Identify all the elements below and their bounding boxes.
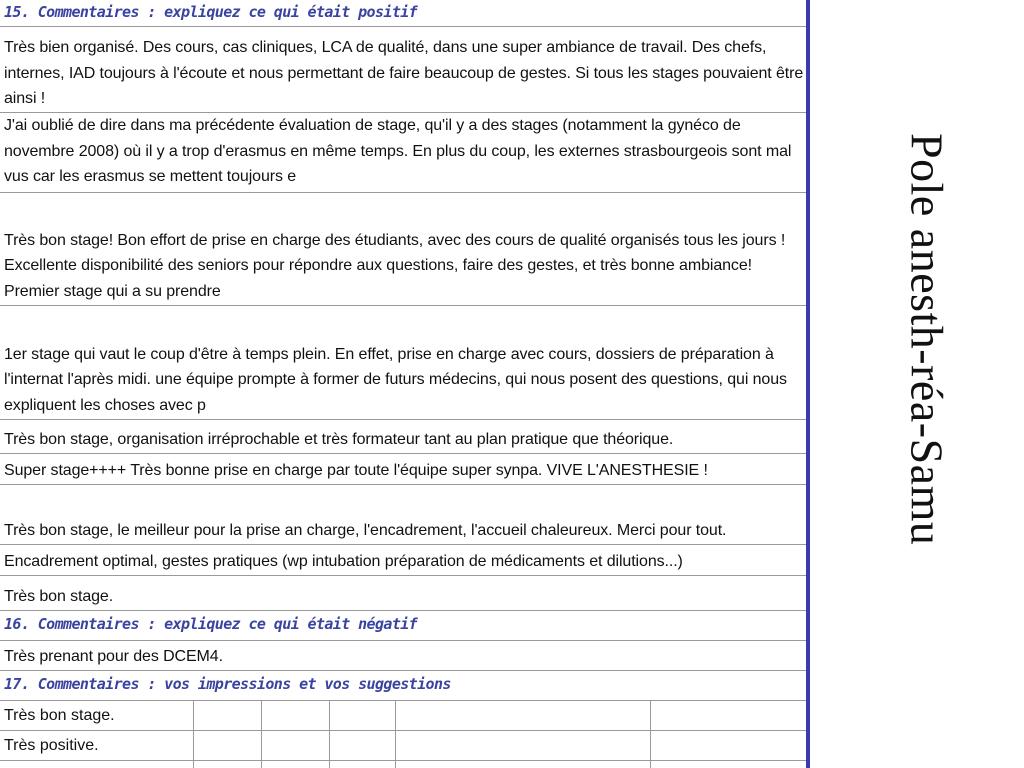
empty-cell <box>194 701 262 730</box>
empty-cell <box>330 731 396 760</box>
comment-row: J'ai oublié de dire dans ma précédente évaluation de stage, qu'il y a des stages (notamment la gynéco de novembre 2008) où il y a trop d'erasmus en même temps. En plus du coup, les externes strasbourgeois sont mal vus car les erasmus se mettent toujours e <box>0 113 808 193</box>
comment-row: Très bon stage, le meilleur pour la prise an charge, l'encadrement, l'accueil chaleureux. Merci pour tout. <box>0 485 808 545</box>
suggestion-cell: Très bon stage. <box>0 701 194 730</box>
section-header-negative: 16. Commentaires : expliquez ce qui était négatif <box>0 611 808 641</box>
empty-cell <box>194 761 262 768</box>
empty-cell <box>0 761 194 768</box>
empty-cell <box>330 701 396 730</box>
empty-cell <box>194 731 262 760</box>
empty-cell <box>262 761 330 768</box>
empty-cell <box>651 761 808 768</box>
comment-row: Très prenant pour des DCEM4. <box>0 641 808 671</box>
section-header-positive: 15. Commentaires : expliquez ce qui était positif <box>0 0 808 27</box>
table-row <box>0 701 808 731</box>
comment-row: Très bien organisé. Des cours, cas cliniques, LCA de qualité, dans une super ambiance de travail. Des chefs, internes, IAD toujours à l'écoute et nous permettant de faire beaucoup de gestes. Si tous les stages pouvaient être ainsi ! <box>0 27 808 113</box>
section-header-suggestions: 17. Commentaires : vos impressions et vos suggestions <box>0 671 808 701</box>
empty-cell <box>651 731 808 760</box>
comment-row: Très bon stage, organisation irréprochable et très formateur tant au plan pratique que théorique. <box>0 420 808 454</box>
empty-cell <box>330 761 396 768</box>
comment-row: 1er stage qui vaut le coup d'être à temps plein. En effet, prise en charge avec cours, dossiers de préparation à l'internat l'après midi. une équipe prompte à former de futurs médecins, qui nous posent des questions, qui nous expliquent les choses avec p <box>0 306 808 420</box>
empty-cell <box>262 701 330 730</box>
empty-cell <box>396 761 651 768</box>
side-title: Pole anesth-réa-Samu <box>901 132 953 546</box>
empty-cell <box>396 701 651 730</box>
suggestion-cell: Très positive. <box>0 731 194 760</box>
comment-row: Très bon stage! Bon effort de prise en charge des étudiants, avec des cours de qualité organisés tous les jours ! Excellente disponibilité des seniors pour répondre aux questions, faire des gestes, et très bonne ambiance! Premier stage qui a su prendre <box>0 193 808 306</box>
comment-row: Encadrement optimal, gestes pratiques (wp intubation préparation de médicaments et dilutions...) <box>0 545 808 576</box>
comment-row: Super stage++++ Très bonne prise en charge par toute l'équipe super synpa. VIVE L'ANESTHESIE ! <box>0 454 808 485</box>
empty-cell <box>262 731 330 760</box>
comment-row: Très bon stage. <box>0 576 808 611</box>
table-row <box>0 761 808 768</box>
side-title-container <box>830 0 1024 768</box>
empty-cell <box>651 701 808 730</box>
empty-cell <box>396 731 651 760</box>
table-row <box>0 731 808 761</box>
